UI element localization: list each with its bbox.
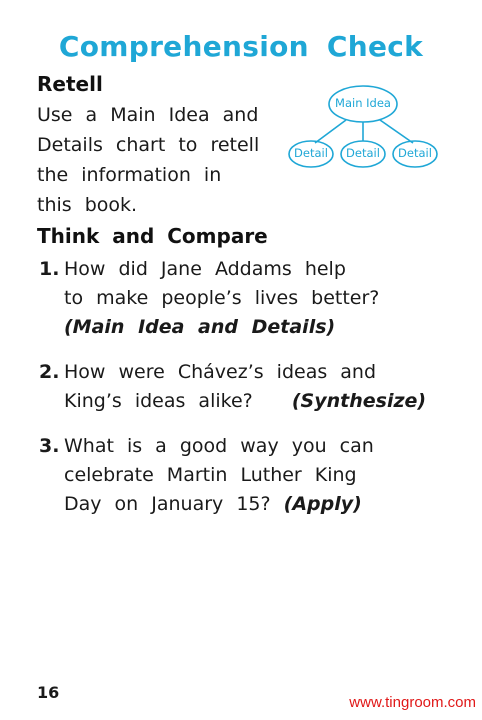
watermark-url[interactable]: www.tingroom.com <box>349 694 476 711</box>
connector-line <box>380 120 413 143</box>
question-item <box>37 358 457 416</box>
page-title: Comprehension Check <box>58 30 424 63</box>
question-skill-tag: (Apply) <box>283 493 362 515</box>
main-idea-details-chart <box>286 80 446 172</box>
question-number: 1. <box>39 258 60 280</box>
retell-line: Details chart to retell <box>37 134 260 156</box>
retell-instructions <box>37 100 267 220</box>
question-line: Day on January 15? <box>64 493 271 515</box>
question-item <box>37 432 457 519</box>
question-line: How were Chávez’s ideas and <box>64 361 377 383</box>
retell-line: Use a Main Idea and <box>37 104 259 126</box>
retell-line: the information in <box>37 164 222 186</box>
question-item <box>37 255 457 342</box>
detail-label: Detail <box>346 146 380 160</box>
detail-label: Detail <box>294 146 328 160</box>
page-number: 16 <box>37 683 60 702</box>
question-line: How did Jane Addams help <box>64 258 346 280</box>
detail-label: Detail <box>398 146 432 160</box>
question-skill-tag: (Main Idea and Details) <box>64 316 336 338</box>
question-skill-tag: (Synthesize) <box>291 390 427 412</box>
question-line: King’s ideas alike? <box>64 390 253 412</box>
main-idea-label: Main Idea <box>335 96 391 110</box>
retell-heading: Retell <box>37 72 103 96</box>
think-compare-heading: Think and Compare <box>37 224 268 248</box>
connector-line <box>315 120 346 143</box>
question-line: celebrate Martin Luther King <box>64 464 357 486</box>
question-number: 2. <box>39 361 60 383</box>
question-list <box>37 255 457 519</box>
retell-line: this book. <box>37 194 138 216</box>
question-line: to make people’s lives better? <box>64 287 380 309</box>
question-number: 3. <box>39 435 60 457</box>
question-line: What is a good way you can <box>64 435 374 457</box>
